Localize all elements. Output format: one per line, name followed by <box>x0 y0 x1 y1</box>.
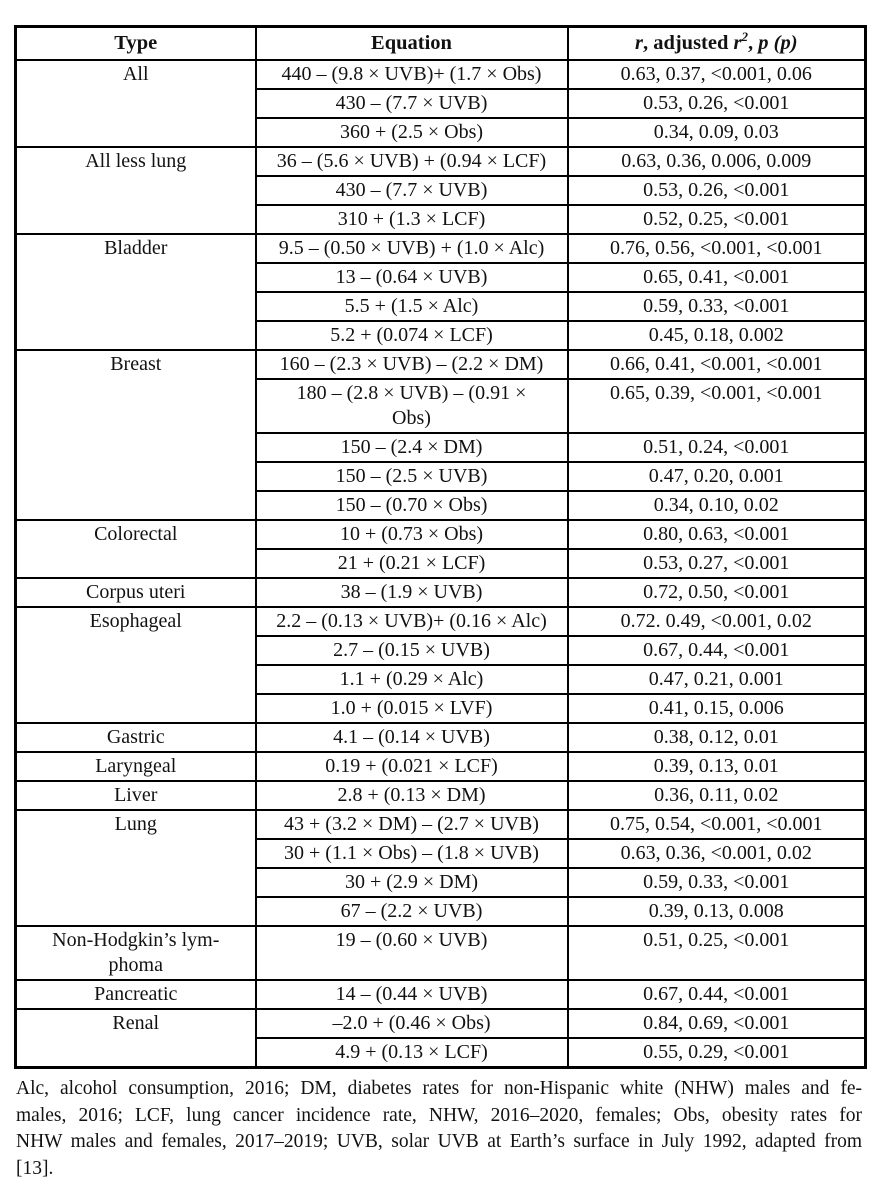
stats-cell: 0.47, 0.21, 0.001 <box>568 665 866 694</box>
stats-cell: 0.75, 0.54, <0.001, <0.001 <box>568 810 866 839</box>
header-stats-part: p <box>758 32 768 54</box>
table-row <box>16 752 866 781</box>
stats-cell: 0.53, 0.27, <0.001 <box>568 549 866 578</box>
equation-cell: 440 – (9.8 × UVB)+ (1.7 × Obs) <box>256 60 568 89</box>
type-cell: Non-Hodgkin’s lym- phoma <box>16 926 256 980</box>
stats-cell: 0.72. 0.49, <0.001, 0.02 <box>568 607 866 636</box>
type-cell: Colorectal <box>16 520 256 578</box>
equation-cell: 2.7 – (0.15 × UVB) <box>256 636 568 665</box>
type-cell: Laryngeal <box>16 752 256 781</box>
equation-cell: 4.1 – (0.14 × UVB) <box>256 723 568 752</box>
table-row <box>16 810 866 839</box>
stats-cell: 0.55, 0.29, <0.001 <box>568 1038 866 1068</box>
equation-cell: 310 + (1.3 × LCF) <box>256 205 568 234</box>
stats-cell: 0.65, 0.41, <0.001 <box>568 263 866 292</box>
table-row <box>16 520 866 549</box>
type-cell: Gastric <box>16 723 256 752</box>
type-cell: All less lung <box>16 147 256 234</box>
header-stats <box>568 27 866 61</box>
paper-table-section <box>14 25 864 1182</box>
footnote-line: males, 2016; LCF, lung cancer incidence rate, NHW, 2016–2020, females; Obs, obesity rates for <box>16 1103 862 1130</box>
stats-cell: 0.38, 0.12, 0.01 <box>568 723 866 752</box>
stats-cell: 0.84, 0.69, <0.001 <box>568 1009 866 1038</box>
equation-cell: 13 – (0.64 × UVB) <box>256 263 568 292</box>
equation-cell: 2.8 + (0.13 × DM) <box>256 781 568 810</box>
stats-cell: 0.67, 0.44, <0.001 <box>568 636 866 665</box>
header-stats-part: , <box>748 32 758 54</box>
stats-cell: 0.63, 0.36, <0.001, 0.02 <box>568 839 866 868</box>
equation-cell: 2.2 – (0.13 × UVB)+ (0.16 × Alc) <box>256 607 568 636</box>
type-cell: Bladder <box>16 234 256 350</box>
stats-cell: 0.66, 0.41, <0.001, <0.001 <box>568 350 866 379</box>
equation-cell: 43 + (3.2 × DM) – (2.7 × UVB) <box>256 810 568 839</box>
equation-cell: 9.5 – (0.50 × UVB) + (1.0 × Alc) <box>256 234 568 263</box>
stats-cell: 0.80, 0.63, <0.001 <box>568 520 866 549</box>
stats-cell: 0.51, 0.25, <0.001 <box>568 926 866 980</box>
header-stats-part: p <box>780 32 790 54</box>
type-cell: Liver <box>16 781 256 810</box>
table-row <box>16 926 866 980</box>
stats-cell: 0.52, 0.25, <0.001 <box>568 205 866 234</box>
table-row <box>16 350 866 379</box>
header-stats-part: r <box>734 32 742 54</box>
table-header-row <box>16 27 866 61</box>
footnote-line: NHW males and females, 2017–2019; UVB, solar UVB at Earth’s surface in July 1992, adapted from <box>16 1129 862 1156</box>
stats-cell: 0.67, 0.44, <0.001 <box>568 980 866 1009</box>
stats-cell: 0.39, 0.13, 0.01 <box>568 752 866 781</box>
table-row <box>16 781 866 810</box>
equation-cell: 5.2 + (0.074 × LCF) <box>256 321 568 350</box>
table-row <box>16 980 866 1009</box>
stats-cell: 0.45, 0.18, 0.002 <box>568 321 866 350</box>
stats-cell: 0.47, 0.20, 0.001 <box>568 462 866 491</box>
footnote-line: Alc, alcohol consumption, 2016; DM, diabetes rates for non-Hispanic white (NHW) males and fe- <box>16 1076 862 1103</box>
equation-cell: 10 + (0.73 × Obs) <box>256 520 568 549</box>
header-stats-part: ) <box>791 32 798 54</box>
equation-cell: 430 – (7.7 × UVB) <box>256 89 568 118</box>
stats-cell: 0.59, 0.33, <0.001 <box>568 868 866 897</box>
table-row <box>16 234 866 263</box>
table-footnote <box>16 1076 862 1182</box>
stats-cell: 0.76, 0.56, <0.001, <0.001 <box>568 234 866 263</box>
equation-cell: 1.0 + (0.015 × LVF) <box>256 694 568 723</box>
header-type: Type <box>16 27 256 61</box>
stats-cell: 0.63, 0.36, 0.006, 0.009 <box>568 147 866 176</box>
header-stats-part: ( <box>769 32 781 54</box>
stats-cell: 0.53, 0.26, <0.001 <box>568 176 866 205</box>
table-row <box>16 147 866 176</box>
stats-cell: 0.53, 0.26, <0.001 <box>568 89 866 118</box>
equation-cell: 30 + (2.9 × DM) <box>256 868 568 897</box>
stats-cell: 0.34, 0.10, 0.02 <box>568 491 866 520</box>
equation-cell: 38 – (1.9 × UVB) <box>256 578 568 607</box>
stats-cell: 0.72, 0.50, <0.001 <box>568 578 866 607</box>
type-cell: Corpus uteri <box>16 578 256 607</box>
equation-cell: 0.19 + (0.021 × LCF) <box>256 752 568 781</box>
table-row <box>16 60 866 89</box>
stats-cell: 0.34, 0.09, 0.03 <box>568 118 866 147</box>
footnote-line: [13]. <box>16 1156 862 1182</box>
stats-cell: 0.39, 0.13, 0.008 <box>568 897 866 926</box>
type-cell: All <box>16 60 256 147</box>
equation-cell: 67 – (2.2 × UVB) <box>256 897 568 926</box>
header-stats-part: r <box>635 32 643 54</box>
type-cell: Breast <box>16 350 256 520</box>
equation-cell: 430 – (7.7 × UVB) <box>256 176 568 205</box>
equation-cell: 36 – (5.6 × UVB) + (0.94 × LCF) <box>256 147 568 176</box>
stats-cell: 0.63, 0.37, <0.001, 0.06 <box>568 60 866 89</box>
header-stats-part: , adjusted <box>643 32 734 54</box>
equation-cell: 150 – (2.4 × DM) <box>256 433 568 462</box>
table-row <box>16 1009 866 1038</box>
type-cell: Pancreatic <box>16 980 256 1009</box>
equation-cell: 180 – (2.8 × UVB) – (0.91 × Obs) <box>256 379 568 433</box>
equation-cell: –2.0 + (0.46 × Obs) <box>256 1009 568 1038</box>
equation-cell: 150 – (2.5 × UVB) <box>256 462 568 491</box>
regression-results-table <box>14 25 867 1069</box>
table-row <box>16 578 866 607</box>
equation-cell: 30 + (1.1 × Obs) – (1.8 × UVB) <box>256 839 568 868</box>
stats-cell: 0.51, 0.24, <0.001 <box>568 433 866 462</box>
equation-cell: 1.1 + (0.29 × Alc) <box>256 665 568 694</box>
type-cell: Esophageal <box>16 607 256 723</box>
equation-cell: 21 + (0.21 × LCF) <box>256 549 568 578</box>
header-equation: Equation <box>256 27 568 61</box>
equation-cell: 14 – (0.44 × UVB) <box>256 980 568 1009</box>
header-stats-part: 2 <box>742 29 749 44</box>
equation-cell: 4.9 + (0.13 × LCF) <box>256 1038 568 1068</box>
equation-cell: 5.5 + (1.5 × Alc) <box>256 292 568 321</box>
table-row <box>16 723 866 752</box>
equation-cell: 150 – (0.70 × Obs) <box>256 491 568 520</box>
equation-cell: 360 + (2.5 × Obs) <box>256 118 568 147</box>
equation-cell: 160 – (2.3 × UVB) – (2.2 × DM) <box>256 350 568 379</box>
stats-cell: 0.36, 0.11, 0.02 <box>568 781 866 810</box>
table-row <box>16 607 866 636</box>
stats-cell: 0.59, 0.33, <0.001 <box>568 292 866 321</box>
stats-cell: 0.41, 0.15, 0.006 <box>568 694 866 723</box>
equation-cell: 19 – (0.60 × UVB) <box>256 926 568 980</box>
type-cell: Renal <box>16 1009 256 1068</box>
type-cell: Lung <box>16 810 256 926</box>
stats-cell: 0.65, 0.39, <0.001, <0.001 <box>568 379 866 433</box>
